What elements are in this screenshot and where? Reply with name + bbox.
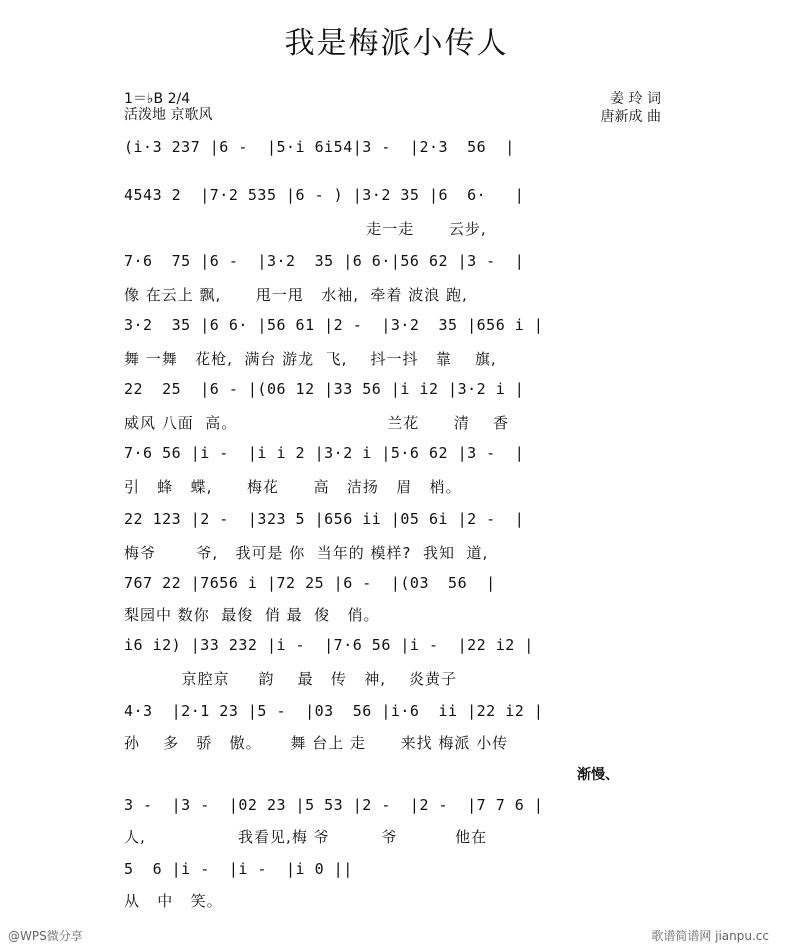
notation: (i·3 237 |6 - |5·i 6i54|3 - |2·3 56 | (124, 138, 515, 156)
notation: 3 - |3 - |02 23 |5 53 |2 - |2 - |7 7 6 | (124, 796, 544, 814)
lyrics: 京腔京 韵 最 传 神, 炎黄子 (124, 670, 458, 688)
notation: 4543 2 |7·2 535 |6 - ) |3·2 35 |6 6· | (124, 186, 525, 204)
notation: 7·6 75 |6 - |3·2 35 |6 6·|56 62 |3 - | (124, 252, 525, 270)
lyricist: 姜 玲 词 (610, 91, 661, 107)
notation: 3·2 35 |6 6· |56 61 |2 - |3·2 35 |656 i | (124, 316, 544, 334)
lyrics: 梅爷 爷, 我可是 你 当年的 模样? 我知 道, (124, 544, 489, 562)
lyrics: 舞 一舞 花枪, 满台 游龙 飞, 抖一抖 靠 旗, (124, 350, 497, 368)
lyrics: 引 蜂 蝶, 梅花 高 洁扬 眉 梢。 (124, 478, 462, 496)
notation: 4·3 |2·1 23 |5 - |03 56 |i·6 ii |22 i2 | (124, 702, 544, 720)
lyrics: 像 在云上 飘, 甩一甩 水袖, 牵着 波浪 跑, (124, 286, 468, 304)
watermark-left: @WPS微分享 (8, 929, 83, 943)
notation: 767 22 |7656 i |72 25 |6 - |(03 56 | (124, 574, 496, 592)
lyrics: 孙 多 骄 傲。 舞 台上 走 来找 梅派 小传 (124, 734, 509, 752)
watermark-right: 歌谱简谱网 jianpu.cc (651, 929, 769, 943)
lyrics: 走一走 云步, (124, 220, 487, 238)
song-title: 我是梅派小传人 (284, 26, 509, 61)
notation: 22 123 |2 - |323 5 |656 ii |05 6i |2 - | (124, 510, 525, 528)
key-signature: 1＝♭B 2/4 (124, 91, 191, 107)
notation: 22 25 |6 - |(06 12 |33 56 |i i2 |3·2 i | (124, 380, 525, 398)
composer: 唐新成 曲 (600, 109, 661, 125)
credits (601, 90, 661, 126)
notation: 7·6 56 |i - |i i 2 |3·2 i |5·6 62 |3 - | (124, 444, 525, 462)
notation: 5 6 |i - |i - |i 0 || (124, 860, 353, 878)
tempo-mark-ritardando: 渐慢、 (577, 767, 619, 783)
lyrics: 威风 八面 高。 兰花 清 香 (124, 414, 509, 432)
lyrics: 人, 我看见,梅 爷 爷 他在 (124, 828, 488, 846)
lyrics: 梨园中 数你 最俊 俏 最 俊 俏。 (124, 606, 380, 624)
tempo-style: 活泼地 京歌风 (124, 107, 213, 123)
lyrics: 从 中 笑。 (124, 892, 223, 910)
notation: i6 i2) |33 232 |i - |7·6 56 |i - |22 i2 | (124, 636, 534, 654)
